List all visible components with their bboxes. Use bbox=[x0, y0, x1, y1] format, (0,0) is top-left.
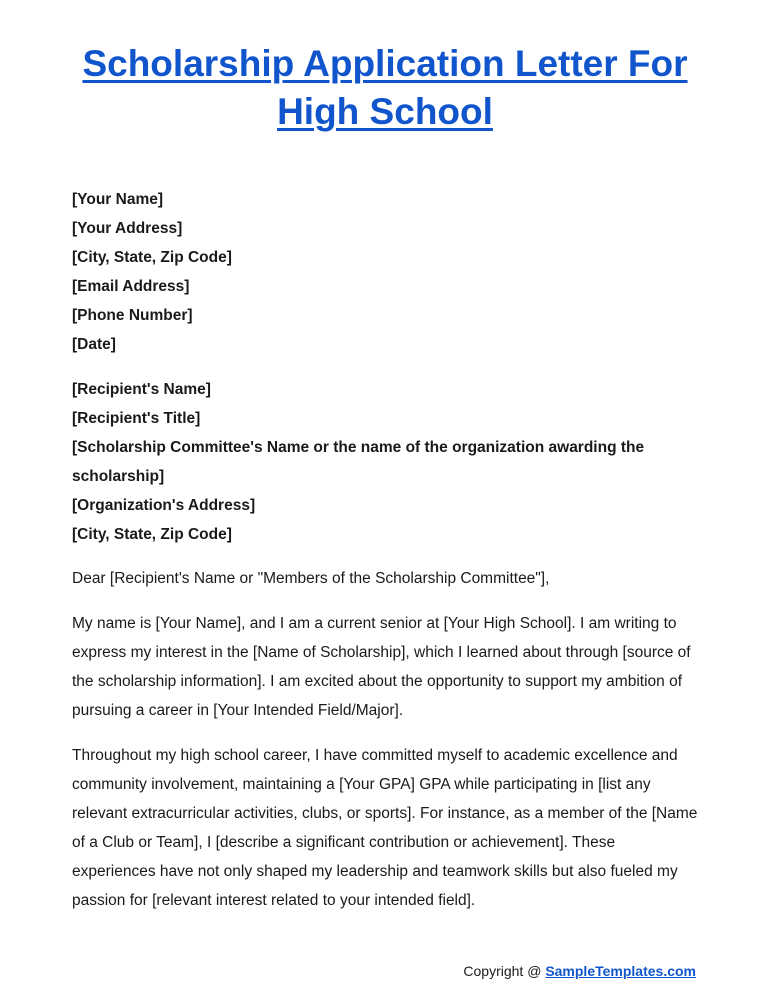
recipient-address-block bbox=[72, 375, 702, 549]
organization-address: [Organization's Address] bbox=[72, 497, 256, 514]
sender-address-block bbox=[72, 185, 702, 359]
sender-city-state-zip: [City, State, Zip Code] bbox=[72, 249, 232, 266]
body-paragraph: Throughout my high school career, I have committed myself to academic excellence and community involvement, maintaining a [Your GPA] GPA while participating in [list any relevant extracurricular activities, clubs, or sports]. For instance, as a member of the [Name of a Club or Team], I [describe a significant contribution or achievement]. These experiences have not only shaped my leadership and teamwork skills but also fueled my passion for [relevant interest related to your intended field]. bbox=[72, 747, 698, 909]
copyright-footer bbox=[463, 961, 696, 981]
site-link[interactable]: SampleTemplates.com bbox=[545, 963, 696, 979]
letter-date: [Date] bbox=[72, 336, 116, 353]
sender-phone: [Phone Number] bbox=[72, 307, 193, 324]
recipient-title: [Recipient's Title] bbox=[72, 410, 201, 427]
copyright-label: Copyright @ bbox=[463, 963, 542, 979]
sender-address: [Your Address] bbox=[72, 220, 183, 237]
sender-name: [Your Name] bbox=[72, 191, 164, 208]
body-paragraph: My name is [Your Name], and I am a current senior at [Your High School]. I am writing to express my interest in the [Name of Scholarship], which I learned about through [source of the scholarship information]. I am excited about the opportunity to support my ambition of pursuing a career in [Your Intended Field/Major]. bbox=[72, 615, 691, 719]
recipient-name: [Recipient's Name] bbox=[72, 381, 211, 398]
sender-email: [Email Address] bbox=[72, 278, 190, 295]
recipient-city-state-zip: [City, State, Zip Code] bbox=[72, 526, 232, 543]
page-title[interactable]: Scholarship Application Letter For High School bbox=[82, 43, 688, 132]
committee-name: [Scholarship Committee's Name or the name of the organization awarding the scholarship] bbox=[72, 439, 645, 485]
letter-greeting: Dear [Recipient's Name or "Members of the Scholarship Committee"], bbox=[72, 570, 550, 587]
